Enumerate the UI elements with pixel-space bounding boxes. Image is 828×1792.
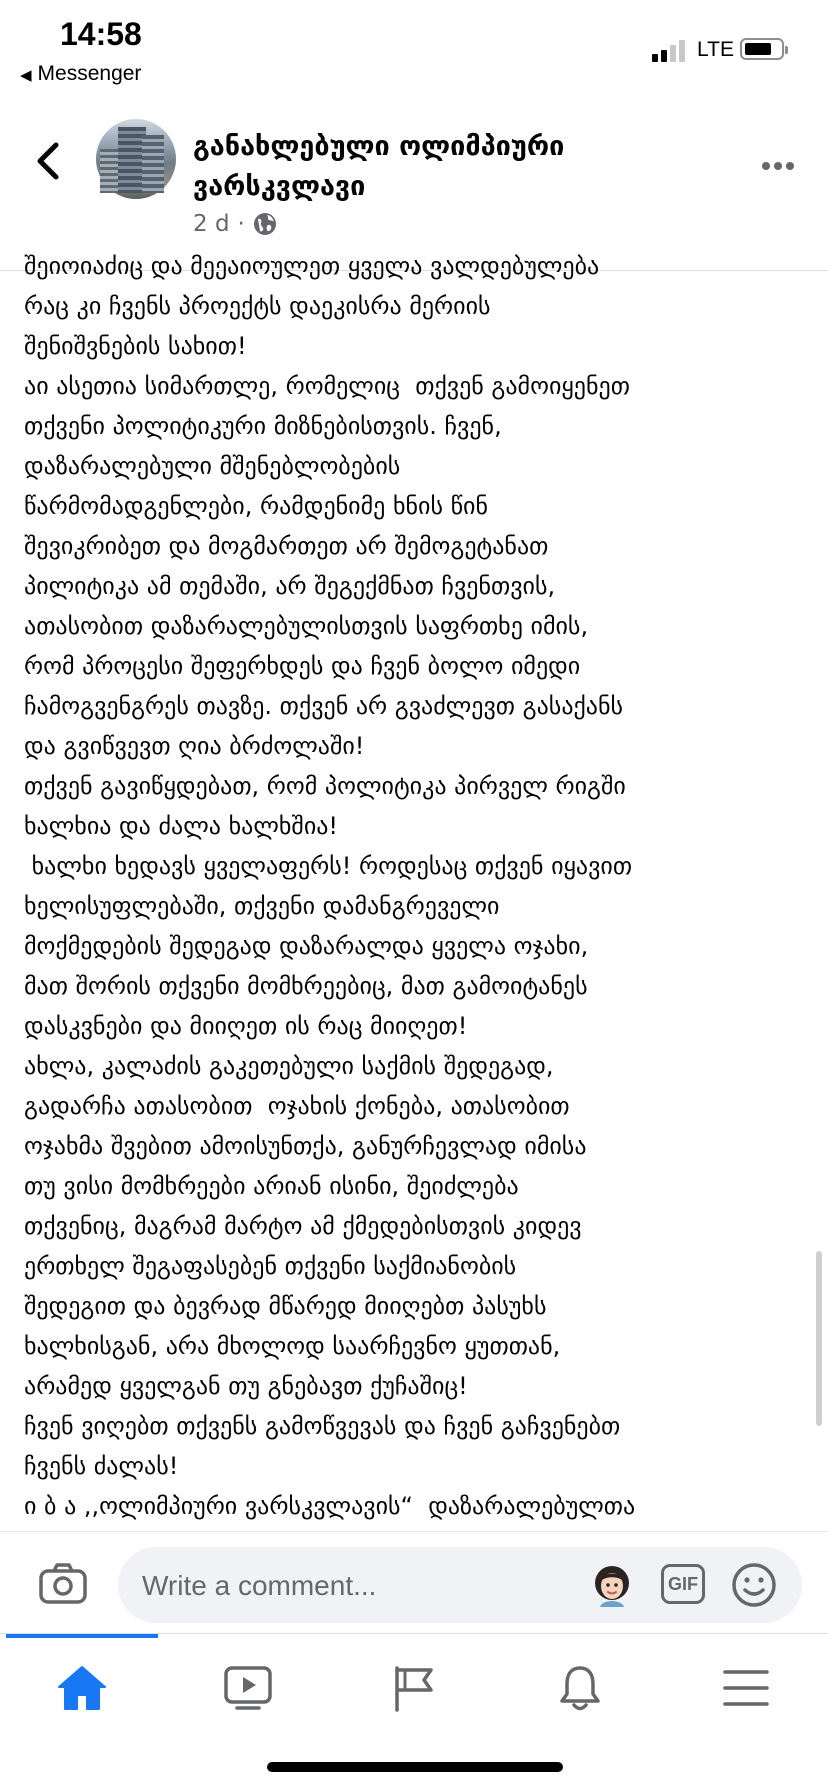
post-time[interactable]: 2 d <box>193 211 230 237</box>
battery-icon <box>740 38 784 60</box>
gif-button[interactable]: GIF <box>661 1564 705 1604</box>
page-name[interactable]: განახლებული ოლიმპიური ვარსკვლავი <box>193 131 565 202</box>
tab-notifications[interactable] <box>530 1654 630 1722</box>
menu-icon <box>722 1668 770 1708</box>
globe-icon <box>253 212 277 236</box>
back-to-app-link[interactable] <box>20 62 141 86</box>
meta-separator: · <box>237 211 245 237</box>
tab-watch[interactable] <box>198 1654 298 1722</box>
status-time: 14:58 <box>60 16 142 52</box>
cellular-signal-icon <box>652 38 688 62</box>
chevron-left-icon <box>32 139 66 183</box>
bottom-tab-bar <box>0 1633 828 1744</box>
avatar-sticker-icon <box>588 1561 636 1609</box>
post-meta <box>193 211 277 237</box>
post-header <box>0 95 828 271</box>
back-button[interactable] <box>32 139 66 183</box>
avatar-sticker-button[interactable] <box>588 1561 636 1609</box>
back-app-label: Messenger <box>37 62 142 85</box>
scrollbar[interactable] <box>816 1251 822 1426</box>
bell-icon <box>557 1663 603 1713</box>
dot-icon <box>786 162 794 170</box>
emoji-button[interactable] <box>730 1561 778 1609</box>
flag-icon <box>391 1664 437 1712</box>
tab-pages[interactable] <box>364 1654 464 1722</box>
camera-button[interactable] <box>38 1562 88 1606</box>
dot-icon <box>762 162 770 170</box>
smiley-icon <box>730 1561 778 1609</box>
post-body-text: შეიოიაძიც და მეეაიოულეთ ყველა ვალდებულება რაც კი ჩვენს პროექტს დაეკისრა მერიის შენიშვნების სახით! აი ასეთია სიმართლე, რომელიც თქვენ გამოიყენეთ თქვენი პოლიტიკური მიზნებისთვის. ჩვენ, დაზარალებული მშენებლობების წარმომადგენლები, რამდენიმე ხნის წინ შევიკრიბეთ და მოგმართეთ არ შემოგეტანათ პილიტიკა ამ თემაში, არ შეგექმნათ ჩვენთვის, ათასობით დაზარალებულისთვის საფრთხე იმის, რომ პროცესი შეფერხდეს და ჩვენ ბოლო იმედი ჩამოგვენგრეს თავზე. თქვენ არ გვაძლევთ გასაქანს და გვიწვევთ ღია ბრძოლაში! თქვენ გავიწყდებათ, რომ პოლიტიკა პირველ რიგში ხალხია და ძალა ხალხშია! ხალხი ხედავს ყველაფერს! როდესაც თქვენ იყავით ხელისუფლებაში, თქვენი დამანგრეველი მოქმედების შედეგად დაზარალდა ყველა ოჯახი, მათ შორის თქვენი მომხრეებიც, მათ გამოიტანეს დასკვნები და მიიღეთ ის რაც მიიღეთ! ახლა, კალაძის გაკეთებული საქმის შედეგად, გადარჩა ათასობით ოჯახის ქონება, ათასობით ოჯახმა შვებით ამოისუნთქა, განურჩევლად იმისა თუ ვისი მომხრეები არიან ისინი, შეიძლება თქვენიც, მაგრამ მარტო ამ ქმედებისთვის კიდევ ერთხელ შეგაფასებენ თქვენი საქმიანობის შედეგით და ბევრად მწარედ მიიღებთ პასუხს ხალხისგან, არა მხოლოდ საარჩევნო ყუთთან, არამედ ყველგან თუ გნებავთ ქუჩაშიც! ჩვენ ვიღებთ თქვენს გამოწვევას და ჩვენ გაჩვენებთ ჩვენს ძალას! ი ბ ა ,,ოლიმპიური ვარსკვლავის“ დაზარალებულთა <box>24 252 636 1520</box>
video-icon <box>223 1665 273 1711</box>
more-options-button[interactable] <box>762 155 802 167</box>
home-icon <box>56 1664 108 1712</box>
comment-input[interactable] <box>140 1561 544 1611</box>
post-content <box>0 252 828 1531</box>
dot-icon <box>774 162 782 170</box>
page-avatar[interactable] <box>96 119 176 199</box>
home-indicator[interactable] <box>267 1762 563 1772</box>
tab-menu[interactable] <box>696 1654 796 1722</box>
comment-composer <box>0 1531 828 1634</box>
back-triangle-icon: ◀ <box>20 67 32 84</box>
active-tab-indicator <box>6 1634 158 1638</box>
status-bar <box>0 0 828 95</box>
comment-field[interactable] <box>118 1547 802 1623</box>
tab-home[interactable] <box>32 1654 132 1722</box>
network-type: LTE <box>697 38 734 61</box>
camera-icon <box>38 1562 88 1606</box>
